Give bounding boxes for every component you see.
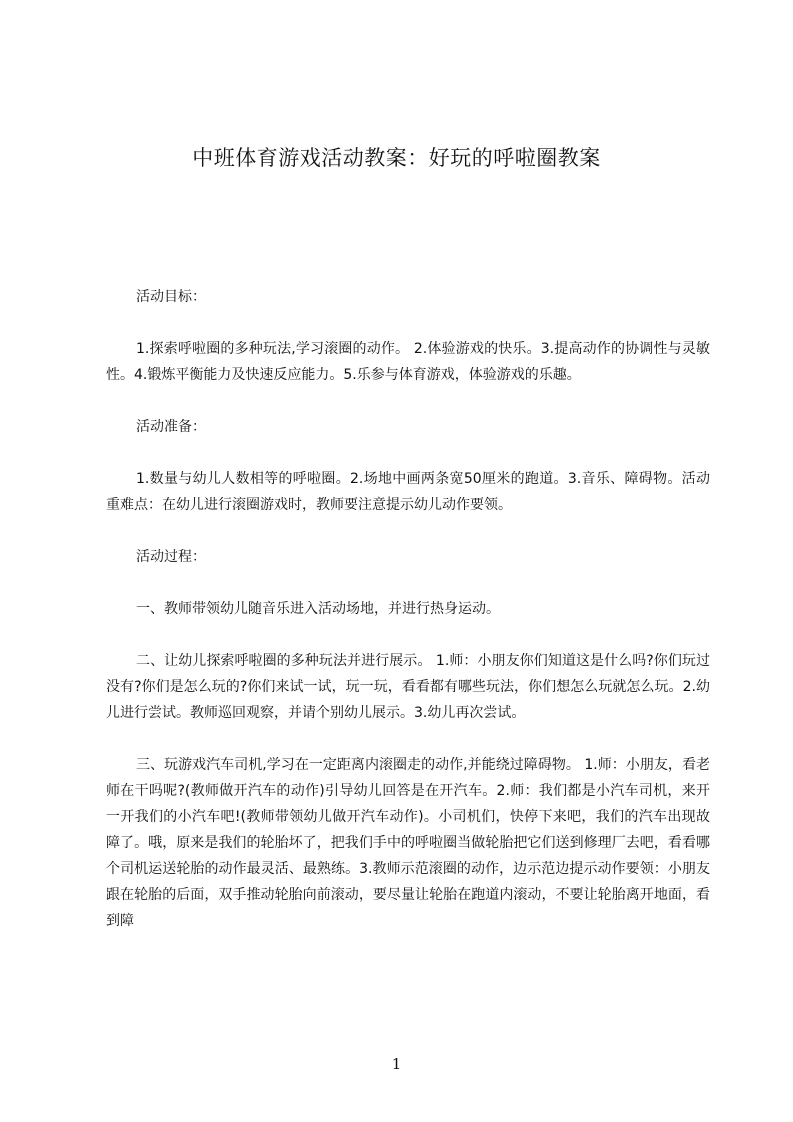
page-title: 中班体育游戏活动教案：好玩的呼啦圈教案 xyxy=(192,146,601,170)
section-heading-goals: 活动目标： xyxy=(136,289,206,305)
paragraph-step-three: 三、玩游戏汽车司机,学习在一定距离内滚圈走的动作,并能绕过障碍物。 1.师：小朋友，看老师在干吗呢?(教师做开汽车的动作)引导幼儿回答是在开汽车。2.师：我们都是小汽车司机，来开一开我们的小汽车吧!(教师带领幼儿做开汽车动作)。小司机们，快停下来吧，我们的汽车出现故障了。哦，原来是我们的轮胎坏了，把我们手中的呼啦圈当做轮胎把它们送到修理厂去吧，看看哪个司机运送轮胎的动作最灵活、最熟练。3.教师示范滚圈的动作，边示范边提示动作要领：小朋友跟在轮胎的后面，双手推动轮胎向前滚动，要尽量让轮胎在跑道内滚动，不要让轮胎离开地面，看到障 xyxy=(106,757,710,929)
section-heading-preparation: 活动准备： xyxy=(136,419,206,435)
document-body xyxy=(106,284,710,960)
paragraph-step-two: 二、让幼儿探索呼啦圈的多种玩法并进行展示。 1.师：小朋友你们知道这是什么吗?你们玩过没有?你们是怎么玩的?你们来试一试，玩一玩，看看都有哪些玩法，你们想怎么玩就怎么玩。2.幼儿进行尝试。教师巡回观察，并请个别幼儿展示。3.幼儿再次尝试。 xyxy=(106,653,710,721)
paragraph-preparation: 1.数量与幼儿人数相等的呼啦圈。2.场地中画两条宽50厘米的跑道。3.音乐、障碍物。活动重难点：在幼儿进行滚圈游戏时，教师要注意提示幼儿动作要领。 xyxy=(106,471,710,513)
paragraph-step-one: 一、教师带领幼儿随音乐进入活动场地，并进行热身运动。 xyxy=(136,601,500,617)
paragraph-goals: 1.探索呼啦圈的多种玩法,学习滚圈的动作。 2.体验游戏的快乐。3.提高动作的协调性与灵敏性。4.锻炼平衡能力及快速反应能力。5.乐参与体育游戏，体验游戏的乐趣。 xyxy=(106,341,710,383)
section-heading-process: 活动过程： xyxy=(136,549,206,565)
page-number: 1 xyxy=(391,1055,402,1073)
